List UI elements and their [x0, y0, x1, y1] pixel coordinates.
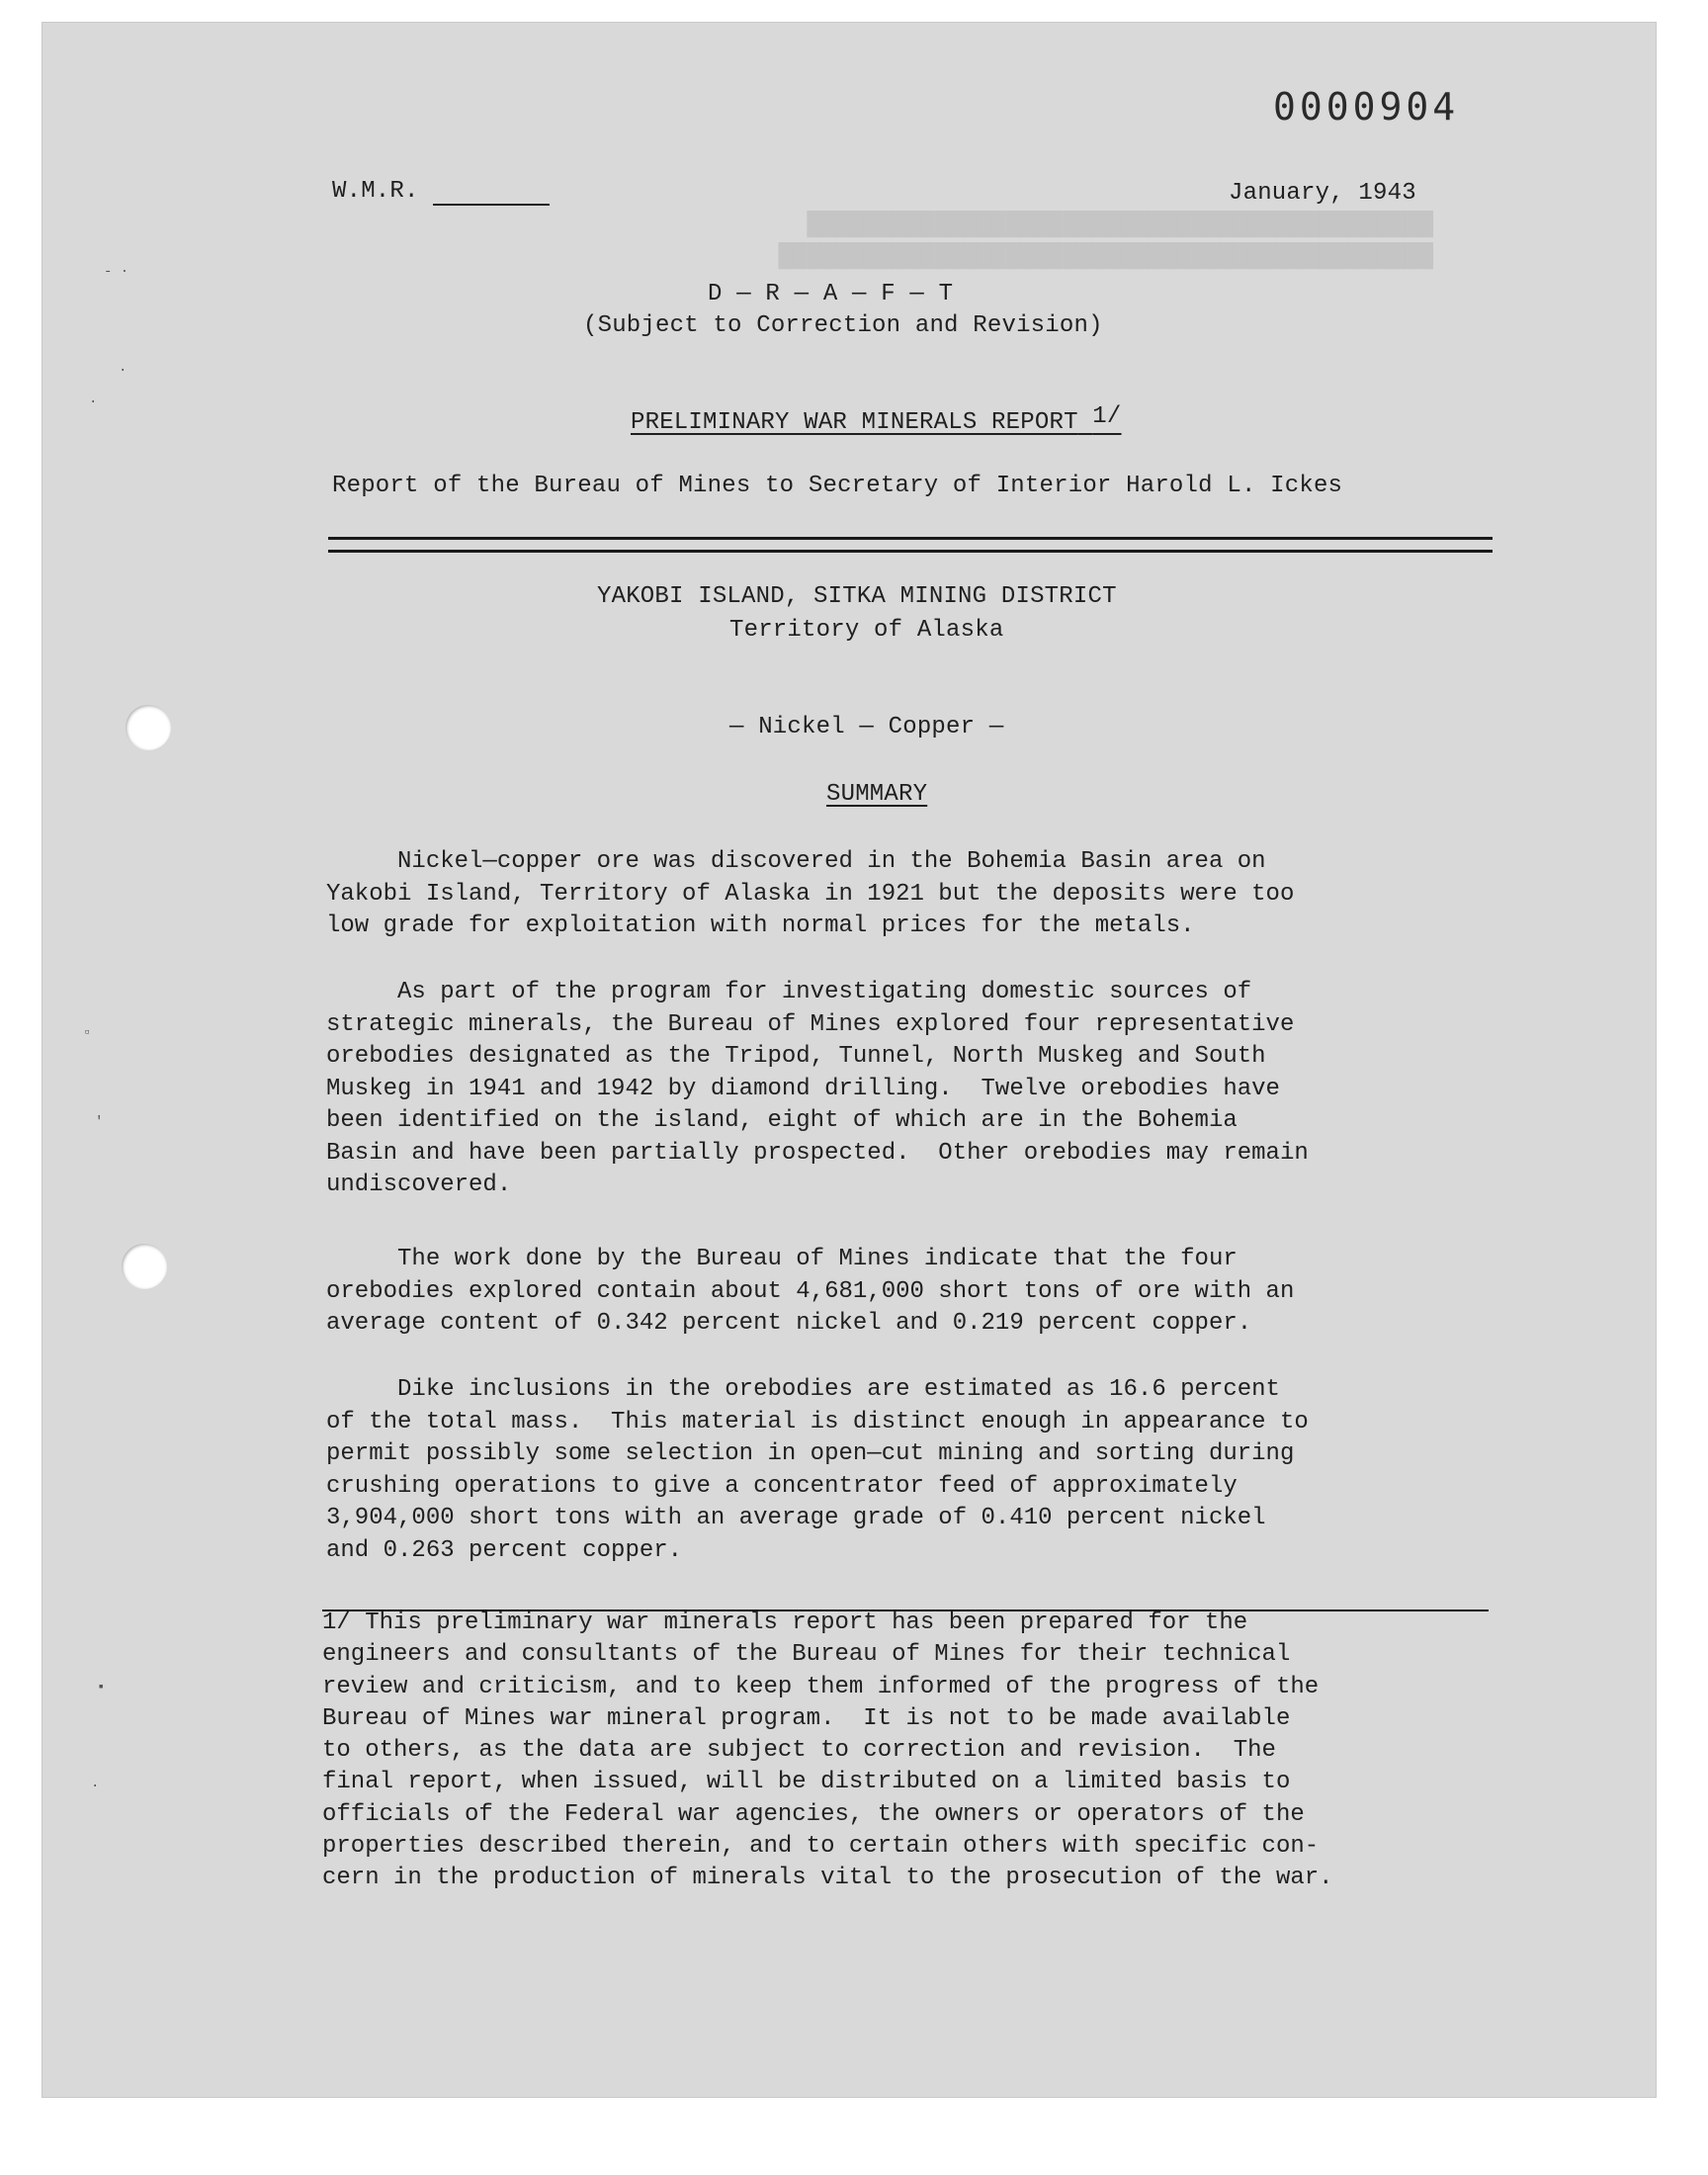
- paragraph-line: Basin and have been partially prospected. Other orebodies may remain: [326, 1139, 1309, 1167]
- report-byline: Report of the Bureau of Mines to Secretary of Interior Harold L. Ickes: [332, 473, 1343, 499]
- bleed-through-texture: ████████████████████████████████████████████ ██████████████████████████████████████████████: [778, 212, 1433, 270]
- draft-subtitle: (Subject to Correction and Revision): [583, 312, 1103, 339]
- paragraph-line: As part of the program for investigating domestic sources of: [326, 979, 1252, 1005]
- report-title-text: PRELIMINARY WAR MINERALS REPORT: [631, 409, 1078, 436]
- summary-heading: SUMMARY: [826, 781, 928, 808]
- document-date: January, 1943: [1229, 180, 1416, 207]
- paragraph-line: crushing operations to give a concentrator feed of approximately: [326, 1472, 1238, 1500]
- wmr-label: W.M.R.: [332, 178, 419, 205]
- margin-speck: ·: [89, 394, 98, 410]
- report-footnote-marker: 1/: [1092, 403, 1122, 430]
- paragraph-line: Dike inclusions in the orebodies are estimated as 16.6 percent: [326, 1376, 1280, 1403]
- stamp-number: 0000904: [1273, 85, 1460, 129]
- double-rule-bottom: [328, 550, 1493, 553]
- paragraph-line: Muskeg in 1941 and 1942 by diamond drilling. Twelve orebodies have: [326, 1075, 1280, 1102]
- footnote-line: cern in the production of minerals vital to the prosecution of the war.: [322, 1865, 1333, 1892]
- commodities-line: — Nickel — Copper —: [729, 714, 1004, 740]
- paragraph-line: undiscovered.: [326, 1172, 512, 1198]
- double-rule-top: [328, 537, 1493, 540]
- summary-paragraph-4: [326, 1374, 1493, 1567]
- footnote: [322, 1608, 1489, 1895]
- margin-speck: ▪: [97, 1680, 106, 1696]
- footnote-line: 1/ This preliminary war minerals report has been prepared for the: [322, 1610, 1248, 1636]
- punch-hole-top: [126, 705, 171, 750]
- report-title: [631, 403, 1122, 439]
- paragraph-line: permit possibly some selection in open—cut mining and sorting during: [326, 1440, 1295, 1467]
- summary-paragraph-3: [326, 1244, 1493, 1341]
- margin-speck: ·: [119, 363, 128, 379]
- paragraph-line: been identified on the island, eight of which are in the Bohemia: [326, 1107, 1238, 1134]
- margin-speck: ·: [91, 1779, 100, 1794]
- paragraph-line: and 0.263 percent copper.: [326, 1536, 683, 1564]
- footnote-line: to others, as the data are subject to correction and revision. The: [322, 1737, 1276, 1765]
- margin-speck: ': [95, 1114, 104, 1130]
- punch-hole-bottom: [122, 1244, 167, 1289]
- paragraph-line: low grade for exploitation with normal prices for the metals.: [326, 913, 1195, 939]
- paragraph-line: The work done by the Bureau of Mines indicate that the four: [326, 1246, 1238, 1272]
- paragraph-line: of the total mass. This material is distinct enough in appearance to: [326, 1408, 1309, 1436]
- footnote-line: properties described therein, and to certain others with specific con-: [322, 1833, 1320, 1861]
- paragraph-line: orebodies explored contain about 4,681,000 short tons of ore with an: [326, 1277, 1295, 1305]
- footnote-line: final report, when issued, will be distributed on a limited basis to: [322, 1769, 1291, 1796]
- summary-paragraph-2: [326, 977, 1493, 1202]
- margin-speck: - ·: [104, 264, 129, 280]
- footnote-line: Bureau of Mines war mineral program. It is not to be made available: [322, 1704, 1291, 1732]
- paragraph-line: 3,904,000 short tons with an average grade of 0.410 percent nickel: [326, 1505, 1266, 1531]
- footnote-line: review and criticism, and to keep them informed of the progress of the: [322, 1673, 1320, 1700]
- location-line-1: YAKOBI ISLAND, SITKA MINING DISTRICT: [597, 583, 1117, 610]
- footnote-line: engineers and consultants of the Bureau of Mines for their technical: [322, 1641, 1291, 1669]
- paragraph-line: Yakobi Island, Territory of Alaska in 1921 but the deposits were too: [326, 880, 1295, 908]
- margin-speck: ▫: [83, 1025, 92, 1041]
- footnote-line: officials of the Federal war agencies, the owners or operators of the: [322, 1800, 1305, 1828]
- paragraph-line: orebodies designated as the Tripod, Tunnel, North Muskeg and South: [326, 1043, 1266, 1070]
- draft-title: D — R — A — F — T: [708, 281, 954, 307]
- paragraph-line: Nickel—copper ore was discovered in the Bohemia Basin area on: [326, 848, 1266, 875]
- paragraph-line: strategic minerals, the Bureau of Mines explored four representative: [326, 1010, 1295, 1038]
- wmr-blank-line: [433, 204, 550, 206]
- location-line-2: Territory of Alaska: [729, 617, 1004, 644]
- summary-paragraph-1: [326, 846, 1493, 943]
- paragraph-line: average content of 0.342 percent nickel and 0.219 percent copper.: [326, 1310, 1252, 1337]
